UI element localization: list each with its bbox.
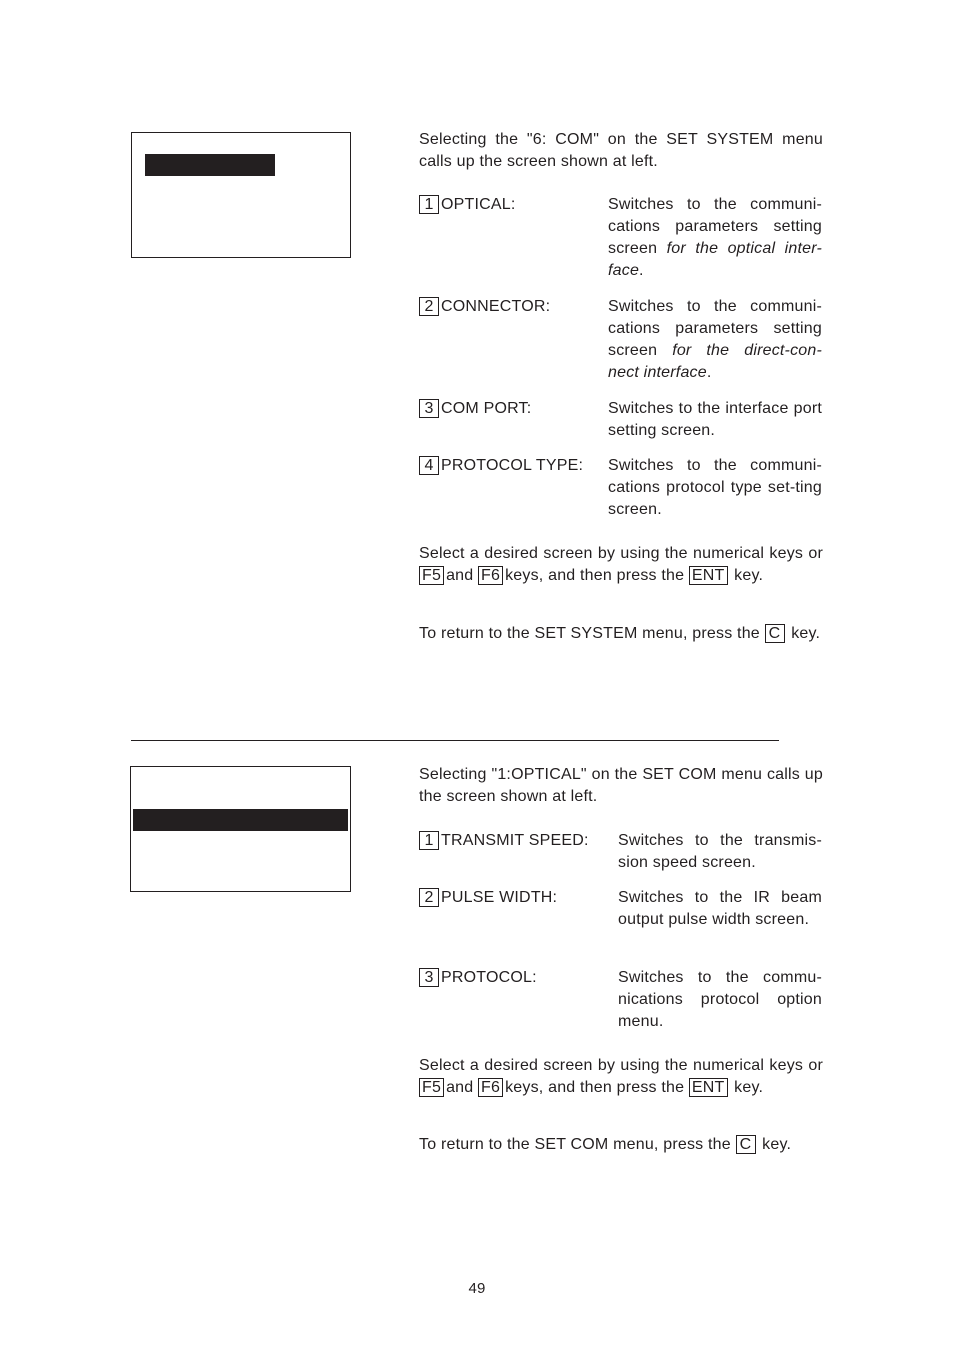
key-c: C [736, 1135, 756, 1154]
item-protocol-type-label: 4 PROTOCOL TYPE: [419, 455, 583, 477]
lcd-highlight-bar [133, 809, 348, 831]
item-com-port-desc: Switches to the interface port setting screen. [608, 400, 822, 439]
key-2: 2 [419, 297, 439, 316]
lcd-screen-set-com [131, 132, 351, 258]
item-com-port-label: 3 COM PORT: [419, 398, 531, 420]
item-protocol-label: 3 PROTOCOL: [419, 967, 537, 989]
section-divider [131, 740, 779, 741]
key-c: C [765, 624, 785, 643]
item-optical-desc: Switches to the communi-cations parameters setting screen for the optical inter-face. [608, 196, 822, 279]
intro-paragraph: Selecting the "6: COM" on the SET SYSTEM menu calls up the screen shown at left. [419, 131, 823, 170]
lcd-highlight-bar [145, 154, 275, 176]
lcd-screen-optical [130, 766, 351, 892]
item-pulse-width-label: 2 PULSE WIDTH: [419, 887, 557, 909]
item-optical-label: 1 OPTICAL: [419, 194, 516, 216]
key-1: 1 [419, 831, 439, 850]
item-transmit-speed-desc: Switches to the transmis-sion speed screen. [618, 832, 822, 871]
section-optical [419, 764, 824, 1184]
item-connector-label: 2 CONNECTOR: [419, 296, 550, 318]
item-transmit-speed-label: 1 TRANSMIT SPEED: [419, 830, 589, 852]
key-1: 1 [419, 195, 439, 214]
key-f5: F5 [419, 566, 444, 585]
item-connector-desc: Switches to the communi-cations parameters setting screen for the direct-con-nect interface. [608, 298, 822, 381]
return-instruction: To return to the SET COM menu, press the C key. [419, 1136, 792, 1153]
page-number: 49 [468, 1280, 486, 1297]
key-2: 2 [419, 888, 439, 907]
key-f6: F6 [478, 566, 503, 585]
key-4: 4 [419, 456, 439, 475]
key-ent: ENT [689, 566, 728, 585]
section-set-com [419, 129, 824, 689]
item-protocol-desc: Switches to the commu-nications protocol option menu. [618, 969, 822, 1030]
key-3: 3 [419, 399, 439, 418]
key-f5: F5 [419, 1078, 444, 1097]
intro-paragraph: Selecting "1:OPTICAL" on the SET COM menu calls up the screen shown at left. [419, 766, 823, 805]
select-instruction: Select a desired screen by using the numerical keys or F5 and F6 keys, and then press the ENT key. [419, 545, 823, 584]
key-f6: F6 [478, 1078, 503, 1097]
select-instruction: Select a desired screen by using the numerical keys or F5 and F6 keys, and then press the ENT key. [419, 1057, 823, 1096]
item-protocol-type-desc: Switches to the communi-cations protocol type set-ting screen. [608, 457, 822, 518]
key-3: 3 [419, 968, 439, 987]
return-instruction: To return to the SET SYSTEM menu, press the C key. [419, 625, 821, 642]
item-pulse-width-desc: Switches to the IR beam output pulse width screen. [618, 889, 822, 928]
key-ent: ENT [689, 1078, 728, 1097]
